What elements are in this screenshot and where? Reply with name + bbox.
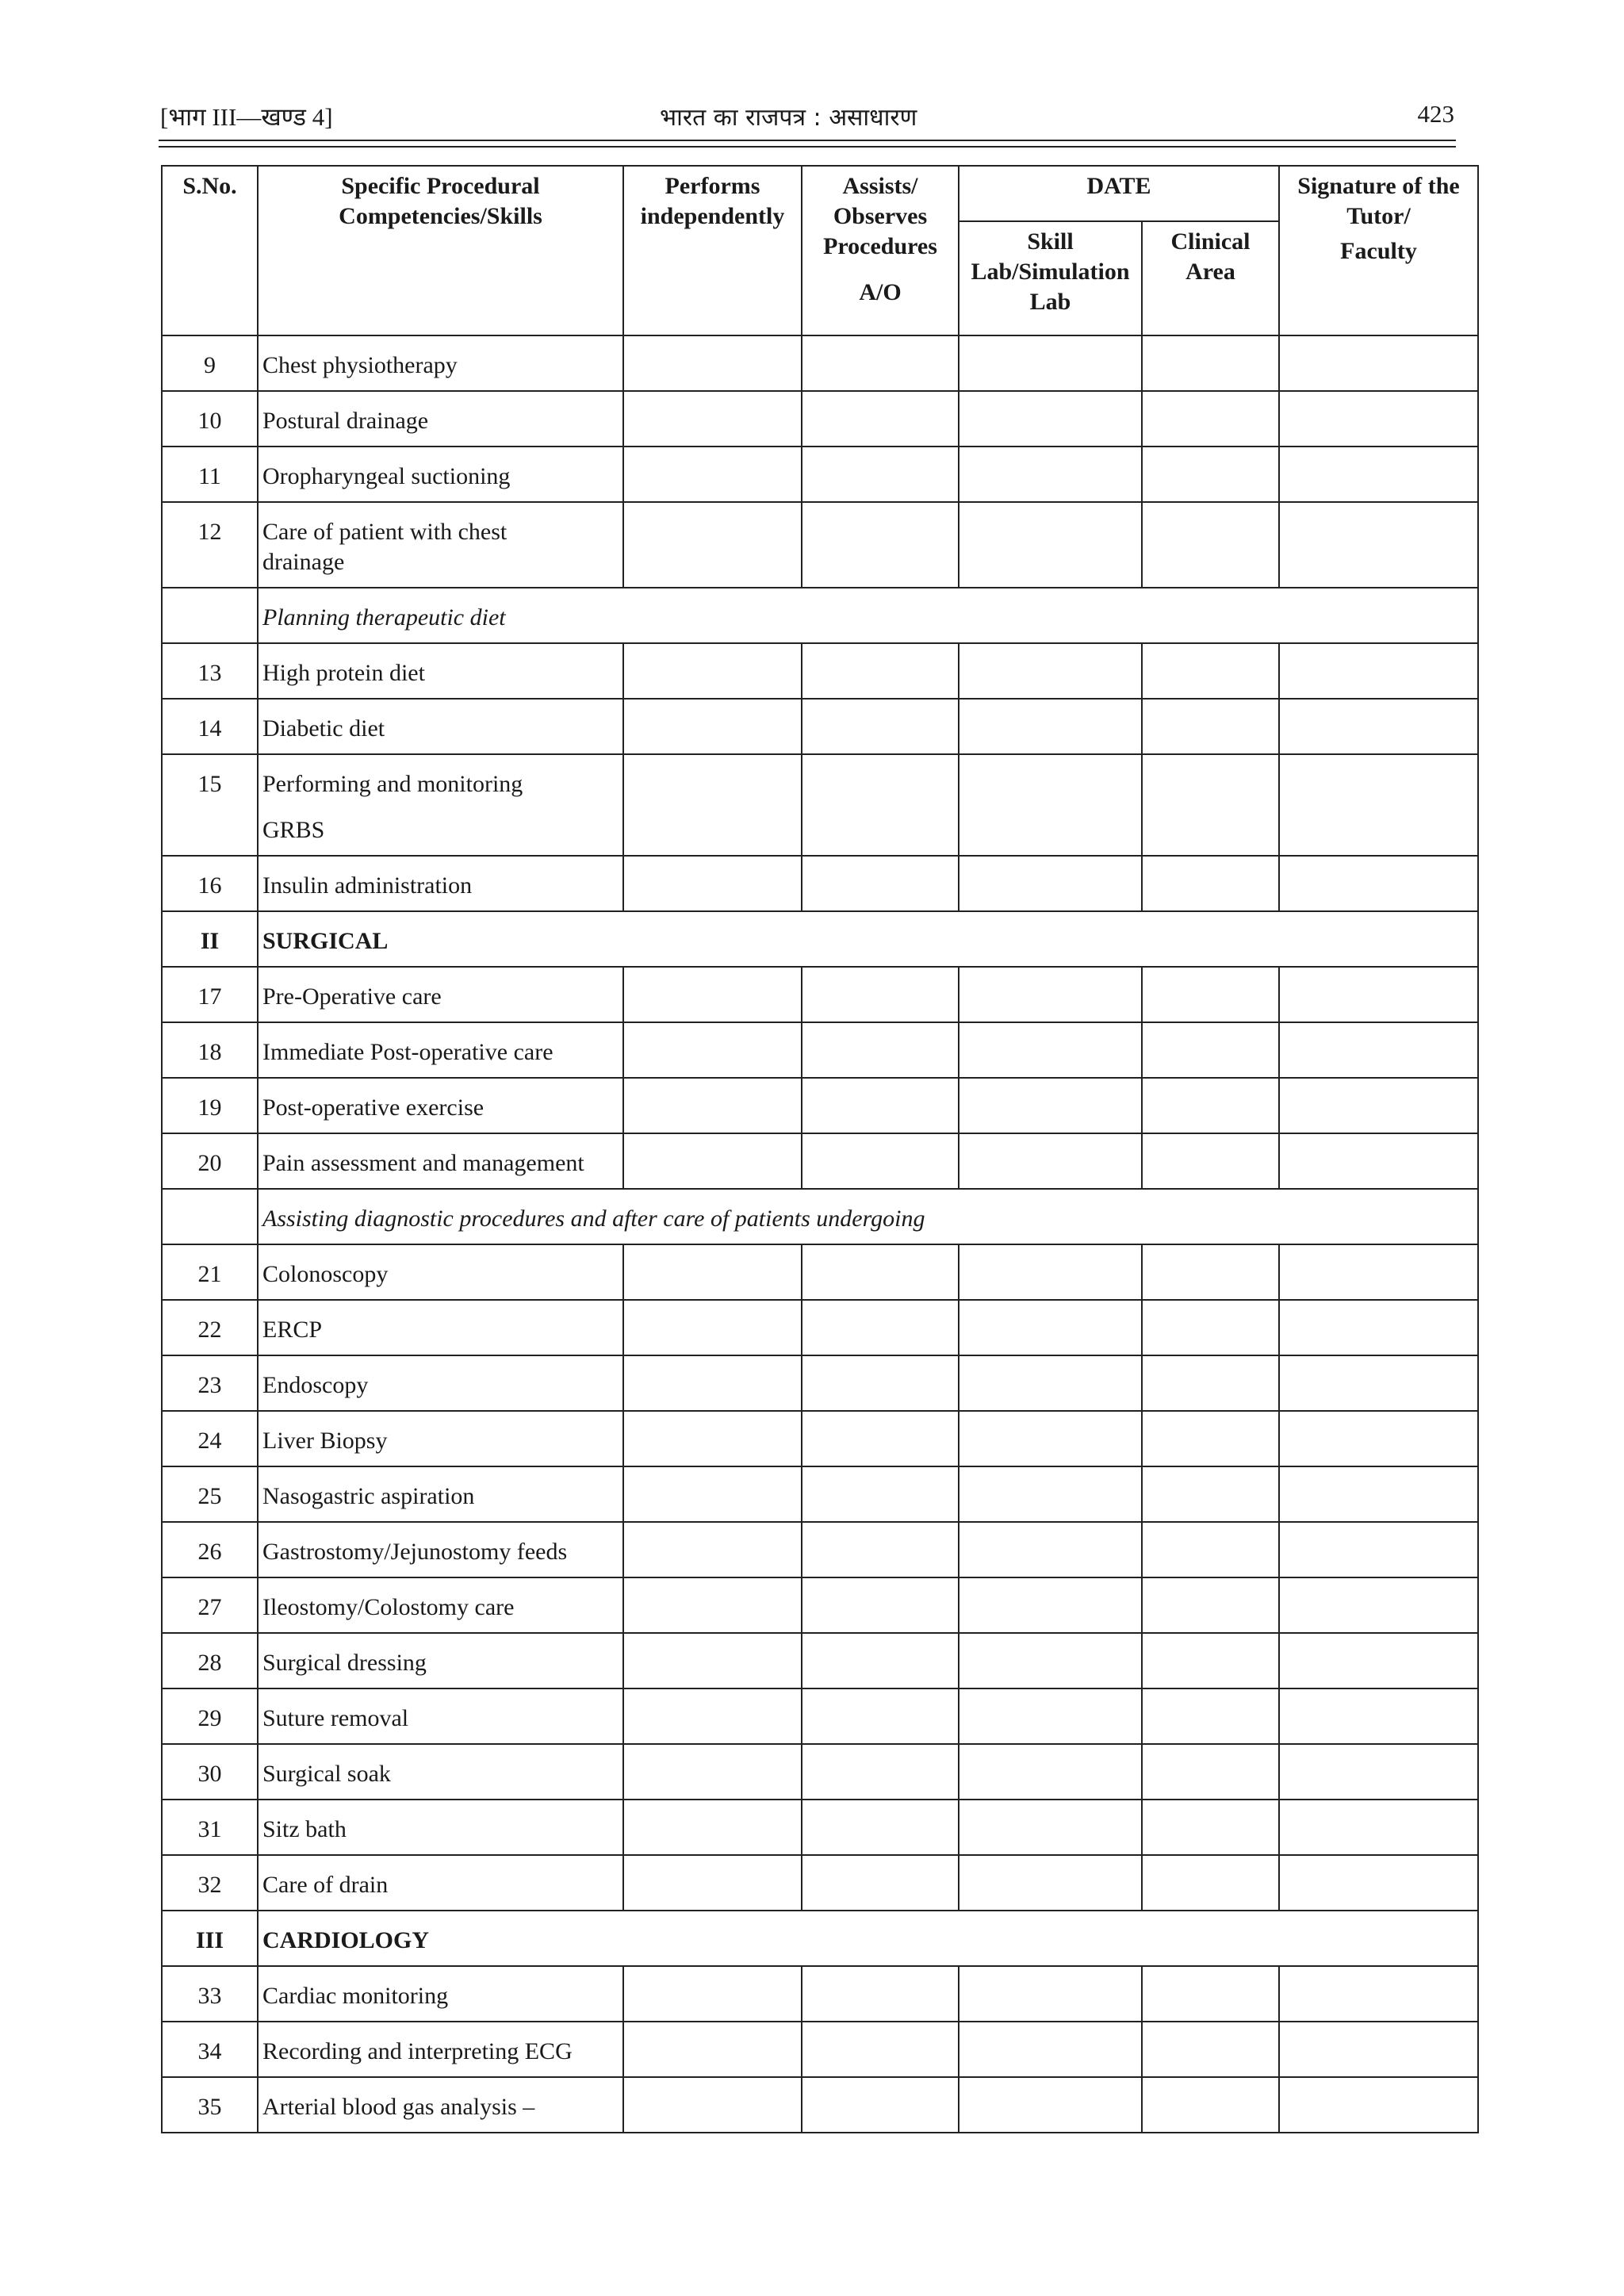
signature-cell bbox=[1279, 2022, 1478, 2077]
row-number: 12 bbox=[162, 502, 258, 588]
assists-cell bbox=[802, 391, 959, 447]
assists-cell bbox=[802, 1522, 959, 1577]
clinical-date-cell bbox=[1142, 1355, 1279, 1411]
row-number: 9 bbox=[162, 335, 258, 391]
assists-cell bbox=[802, 699, 959, 754]
section-number: II bbox=[162, 911, 258, 967]
table-row bbox=[162, 1022, 1478, 1078]
row-number: 30 bbox=[162, 1744, 258, 1800]
table-row bbox=[162, 1855, 1478, 1911]
performs-cell bbox=[623, 967, 802, 1022]
table-row bbox=[162, 502, 1478, 588]
col-header-clinical-area: Clinical Area bbox=[1142, 221, 1279, 335]
performs-cell bbox=[623, 1355, 802, 1411]
skill-name: Surgical soak bbox=[258, 1744, 623, 1800]
performs-cell bbox=[623, 1078, 802, 1133]
skill-name: Colonoscopy bbox=[258, 1244, 623, 1300]
signature-cell bbox=[1279, 856, 1478, 911]
performs-cell bbox=[623, 1966, 802, 2022]
table-row bbox=[162, 1800, 1478, 1855]
skill-lab-date-cell bbox=[959, 1688, 1142, 1744]
col-header-signature: Signature of the Tutor/ Faculty bbox=[1279, 166, 1478, 335]
performs-cell bbox=[623, 1577, 802, 1633]
signature-cell bbox=[1279, 754, 1478, 856]
performs-cell bbox=[623, 1022, 802, 1078]
skill-lab-date-cell bbox=[959, 1078, 1142, 1133]
skill-lab-date-cell bbox=[959, 967, 1142, 1022]
row-number: 15 bbox=[162, 754, 258, 856]
clinical-date-cell bbox=[1142, 1633, 1279, 1688]
row-number: 21 bbox=[162, 1244, 258, 1300]
performs-cell bbox=[623, 1300, 802, 1355]
signature-cell bbox=[1279, 1800, 1478, 1855]
skill-lab-date-cell bbox=[959, 699, 1142, 754]
row-number: 16 bbox=[162, 856, 258, 911]
table-row bbox=[162, 754, 1478, 856]
clinical-date-cell bbox=[1142, 1078, 1279, 1133]
row-number: 24 bbox=[162, 1411, 258, 1466]
assists-cell bbox=[802, 447, 959, 502]
row-number: 29 bbox=[162, 1688, 258, 1744]
signature-cell bbox=[1279, 1577, 1478, 1633]
signature-cell bbox=[1279, 1855, 1478, 1911]
subheading-row bbox=[162, 1189, 1478, 1244]
clinical-date-cell bbox=[1142, 967, 1279, 1022]
performs-cell bbox=[623, 754, 802, 856]
skill-lab-date-cell bbox=[959, 1633, 1142, 1688]
skill-lab-date-cell bbox=[959, 1411, 1142, 1466]
row-number: 18 bbox=[162, 1022, 258, 1078]
section-row bbox=[162, 911, 1478, 967]
skill-lab-date-cell bbox=[959, 1744, 1142, 1800]
assists-cell bbox=[802, 1966, 959, 2022]
skill-name: Insulin administration bbox=[258, 856, 623, 911]
clinical-date-cell bbox=[1142, 1744, 1279, 1800]
signature-cell bbox=[1279, 643, 1478, 699]
skill-name: Immediate Post-operative care bbox=[258, 1022, 623, 1078]
assists-cell bbox=[802, 1133, 959, 1189]
performs-cell bbox=[623, 1133, 802, 1189]
assists-cell bbox=[802, 1411, 959, 1466]
table-row bbox=[162, 1244, 1478, 1300]
clinical-date-cell bbox=[1142, 502, 1279, 588]
clinical-date-cell bbox=[1142, 447, 1279, 502]
row-number: 26 bbox=[162, 1522, 258, 1577]
section-title: SURGICAL bbox=[258, 911, 1478, 967]
skill-lab-date-cell bbox=[959, 1022, 1142, 1078]
performs-cell bbox=[623, 1800, 802, 1855]
assists-cell bbox=[802, 2022, 959, 2077]
signature-cell bbox=[1279, 967, 1478, 1022]
skill-name: Gastrostomy/Jejunostomy feeds bbox=[258, 1522, 623, 1577]
signature-cell bbox=[1279, 335, 1478, 391]
performs-cell bbox=[623, 2022, 802, 2077]
table-row bbox=[162, 967, 1478, 1022]
signature-cell bbox=[1279, 1966, 1478, 2022]
performs-cell bbox=[623, 1244, 802, 1300]
assists-cell bbox=[802, 1744, 959, 1800]
header-rule-bottom bbox=[159, 146, 1456, 148]
skill-lab-date-cell bbox=[959, 447, 1142, 502]
clinical-date-cell bbox=[1142, 2077, 1279, 2133]
signature-cell bbox=[1279, 1300, 1478, 1355]
table-row bbox=[162, 391, 1478, 447]
skill-name: High protein diet bbox=[258, 643, 623, 699]
skill-lab-date-cell bbox=[959, 856, 1142, 911]
section-row bbox=[162, 1911, 1478, 1966]
signature-cell bbox=[1279, 1411, 1478, 1466]
skill-lab-date-cell bbox=[959, 1355, 1142, 1411]
assists-cell bbox=[802, 1577, 959, 1633]
table-row bbox=[162, 1411, 1478, 1466]
skill-lab-date-cell bbox=[959, 1577, 1142, 1633]
row-number: 11 bbox=[162, 447, 258, 502]
table-row bbox=[162, 1688, 1478, 1744]
skill-lab-date-cell bbox=[959, 1800, 1142, 1855]
row-number: 20 bbox=[162, 1133, 258, 1189]
assists-cell bbox=[802, 856, 959, 911]
skill-name: Cardiac monitoring bbox=[258, 1966, 623, 2022]
row-number: 25 bbox=[162, 1466, 258, 1522]
clinical-date-cell bbox=[1142, 643, 1279, 699]
row-number: 13 bbox=[162, 643, 258, 699]
signature-cell bbox=[1279, 2077, 1478, 2133]
col-header-skill-lab: Skill Lab/Simulation Lab bbox=[959, 221, 1142, 335]
table-row bbox=[162, 335, 1478, 391]
signature-cell bbox=[1279, 1633, 1478, 1688]
skill-lab-date-cell bbox=[959, 1855, 1142, 1911]
clinical-date-cell bbox=[1142, 1411, 1279, 1466]
table-row bbox=[162, 1633, 1478, 1688]
skill-lab-date-cell bbox=[959, 1133, 1142, 1189]
table-row bbox=[162, 1300, 1478, 1355]
row-number bbox=[162, 588, 258, 643]
skill-lab-date-cell bbox=[959, 1466, 1142, 1522]
row-number: 10 bbox=[162, 391, 258, 447]
table-row bbox=[162, 699, 1478, 754]
skill-name: Liver Biopsy bbox=[258, 1411, 623, 1466]
row-number: 31 bbox=[162, 1800, 258, 1855]
skill-name: Oropharyngeal suctioning bbox=[258, 447, 623, 502]
row-number bbox=[162, 1189, 258, 1244]
row-number: 32 bbox=[162, 1855, 258, 1911]
skill-name: Nasogastric aspiration bbox=[258, 1466, 623, 1522]
assists-cell bbox=[802, 335, 959, 391]
header-rule-top bbox=[159, 140, 1456, 141]
signature-cell bbox=[1279, 1355, 1478, 1411]
skill-name: Postural drainage bbox=[258, 391, 623, 447]
performs-cell bbox=[623, 699, 802, 754]
skill-name: Recording and interpreting ECG bbox=[258, 2022, 623, 2077]
signature-cell bbox=[1279, 1244, 1478, 1300]
subheading-text: Planning therapeutic diet bbox=[258, 588, 1478, 643]
assists-cell bbox=[802, 1800, 959, 1855]
assists-cell bbox=[802, 754, 959, 856]
col-header-skill: Specific Procedural Competencies/Skills bbox=[258, 166, 623, 335]
table-row bbox=[162, 1744, 1478, 1800]
clinical-date-cell bbox=[1142, 1133, 1279, 1189]
skill-name: Care of patient with chest drainage bbox=[258, 502, 623, 588]
row-number: 27 bbox=[162, 1577, 258, 1633]
clinical-date-cell bbox=[1142, 335, 1279, 391]
clinical-date-cell bbox=[1142, 1300, 1279, 1355]
skill-name: Surgical dressing bbox=[258, 1633, 623, 1688]
skill-lab-date-cell bbox=[959, 1300, 1142, 1355]
row-number: 22 bbox=[162, 1300, 258, 1355]
col-header-sno: S.No. bbox=[162, 166, 258, 335]
clinical-date-cell bbox=[1142, 2022, 1279, 2077]
clinical-date-cell bbox=[1142, 1688, 1279, 1744]
skill-name: Care of drain bbox=[258, 1855, 623, 1911]
skill-name: Arterial blood gas analysis – bbox=[258, 2077, 623, 2133]
skill-name: Ileostomy/Colostomy care bbox=[258, 1577, 623, 1633]
performs-cell bbox=[623, 1688, 802, 1744]
header-gazette-title: भारत का राजपत्र : असाधारण bbox=[660, 104, 917, 132]
assists-cell bbox=[802, 1022, 959, 1078]
section-number: III bbox=[162, 1911, 258, 1966]
performs-cell bbox=[623, 391, 802, 447]
row-number: 17 bbox=[162, 967, 258, 1022]
row-number: 28 bbox=[162, 1633, 258, 1688]
signature-cell bbox=[1279, 502, 1478, 588]
page-header bbox=[160, 97, 1454, 144]
clinical-date-cell bbox=[1142, 1855, 1279, 1911]
subheading-row bbox=[162, 588, 1478, 643]
performs-cell bbox=[623, 1744, 802, 1800]
section-title: CARDIOLOGY bbox=[258, 1911, 1478, 1966]
col-header-performs: Performs independently bbox=[623, 166, 802, 335]
signature-cell bbox=[1279, 1466, 1478, 1522]
table-row bbox=[162, 2077, 1478, 2133]
assists-cell bbox=[802, 1633, 959, 1688]
row-number: 35 bbox=[162, 2077, 258, 2133]
clinical-date-cell bbox=[1142, 1800, 1279, 1855]
skill-lab-date-cell bbox=[959, 2077, 1142, 2133]
signature-cell bbox=[1279, 1022, 1478, 1078]
clinical-date-cell bbox=[1142, 1522, 1279, 1577]
table-row bbox=[162, 1078, 1478, 1133]
table-row bbox=[162, 1466, 1478, 1522]
procedural-skills-table bbox=[161, 165, 1479, 2133]
performs-cell bbox=[623, 643, 802, 699]
row-number: 23 bbox=[162, 1355, 258, 1411]
performs-cell bbox=[623, 335, 802, 391]
skill-lab-date-cell bbox=[959, 643, 1142, 699]
signature-cell bbox=[1279, 699, 1478, 754]
clinical-date-cell bbox=[1142, 699, 1279, 754]
clinical-date-cell bbox=[1142, 1577, 1279, 1633]
clinical-date-cell bbox=[1142, 1966, 1279, 2022]
row-number: 14 bbox=[162, 699, 258, 754]
table-row bbox=[162, 643, 1478, 699]
header-part-section: [भाग III—खण्ड 4] bbox=[160, 103, 333, 131]
skill-lab-date-cell bbox=[959, 335, 1142, 391]
signature-cell bbox=[1279, 1688, 1478, 1744]
clinical-date-cell bbox=[1142, 1466, 1279, 1522]
skill-lab-date-cell bbox=[959, 391, 1142, 447]
assists-cell bbox=[802, 1466, 959, 1522]
table-row bbox=[162, 856, 1478, 911]
performs-cell bbox=[623, 1855, 802, 1911]
skill-lab-date-cell bbox=[959, 502, 1142, 588]
subheading-text: Assisting diagnostic procedures and after care of patients undergoing bbox=[258, 1189, 1478, 1244]
table-row bbox=[162, 1133, 1478, 1189]
table-row bbox=[162, 447, 1478, 502]
clinical-date-cell bbox=[1142, 391, 1279, 447]
table-row bbox=[162, 2022, 1478, 2077]
skill-name: Diabetic diet bbox=[258, 699, 623, 754]
assists-cell bbox=[802, 502, 959, 588]
signature-cell bbox=[1279, 1078, 1478, 1133]
performs-cell bbox=[623, 1466, 802, 1522]
skill-name: Performing and monitoring GRBS bbox=[258, 754, 623, 856]
assists-cell bbox=[802, 1300, 959, 1355]
skill-lab-date-cell bbox=[959, 2022, 1142, 2077]
performs-cell bbox=[623, 502, 802, 588]
signature-cell bbox=[1279, 391, 1478, 447]
clinical-date-cell bbox=[1142, 1244, 1279, 1300]
skill-name: Sitz bath bbox=[258, 1800, 623, 1855]
assists-cell bbox=[802, 2077, 959, 2133]
col-header-date: DATE bbox=[959, 166, 1279, 221]
signature-cell bbox=[1279, 1522, 1478, 1577]
assists-cell bbox=[802, 643, 959, 699]
skill-name: ERCP bbox=[258, 1300, 623, 1355]
col-header-assists: Assists/ Observes Procedures A/O bbox=[802, 166, 959, 335]
skill-name: Pain assessment and management bbox=[258, 1133, 623, 1189]
skill-name: Suture removal bbox=[258, 1688, 623, 1744]
table-row bbox=[162, 1522, 1478, 1577]
assists-cell bbox=[802, 1855, 959, 1911]
row-number: 33 bbox=[162, 1966, 258, 2022]
signature-cell bbox=[1279, 1133, 1478, 1189]
skill-lab-date-cell bbox=[959, 1966, 1142, 2022]
assists-cell bbox=[802, 1244, 959, 1300]
performs-cell bbox=[623, 1522, 802, 1577]
assists-cell bbox=[802, 1688, 959, 1744]
assists-cell bbox=[802, 1355, 959, 1411]
row-number: 34 bbox=[162, 2022, 258, 2077]
assists-cell bbox=[802, 967, 959, 1022]
performs-cell bbox=[623, 2077, 802, 2133]
signature-cell bbox=[1279, 447, 1478, 502]
skill-lab-date-cell bbox=[959, 754, 1142, 856]
skill-lab-date-cell bbox=[959, 1522, 1142, 1577]
clinical-date-cell bbox=[1142, 856, 1279, 911]
page-number: 423 bbox=[1417, 100, 1454, 128]
performs-cell bbox=[623, 856, 802, 911]
clinical-date-cell bbox=[1142, 754, 1279, 856]
table-row bbox=[162, 1577, 1478, 1633]
assists-cell bbox=[802, 1078, 959, 1133]
performs-cell bbox=[623, 1633, 802, 1688]
skill-lab-date-cell bbox=[959, 1244, 1142, 1300]
row-number: 19 bbox=[162, 1078, 258, 1133]
performs-cell bbox=[623, 447, 802, 502]
skill-name: Pre-Operative care bbox=[258, 967, 623, 1022]
signature-cell bbox=[1279, 1744, 1478, 1800]
table-row bbox=[162, 1966, 1478, 2022]
clinical-date-cell bbox=[1142, 1022, 1279, 1078]
skill-name: Post-operative exercise bbox=[258, 1078, 623, 1133]
performs-cell bbox=[623, 1411, 802, 1466]
skill-name: Endoscopy bbox=[258, 1355, 623, 1411]
table-row bbox=[162, 1355, 1478, 1411]
skill-name: Chest physiotherapy bbox=[258, 335, 623, 391]
